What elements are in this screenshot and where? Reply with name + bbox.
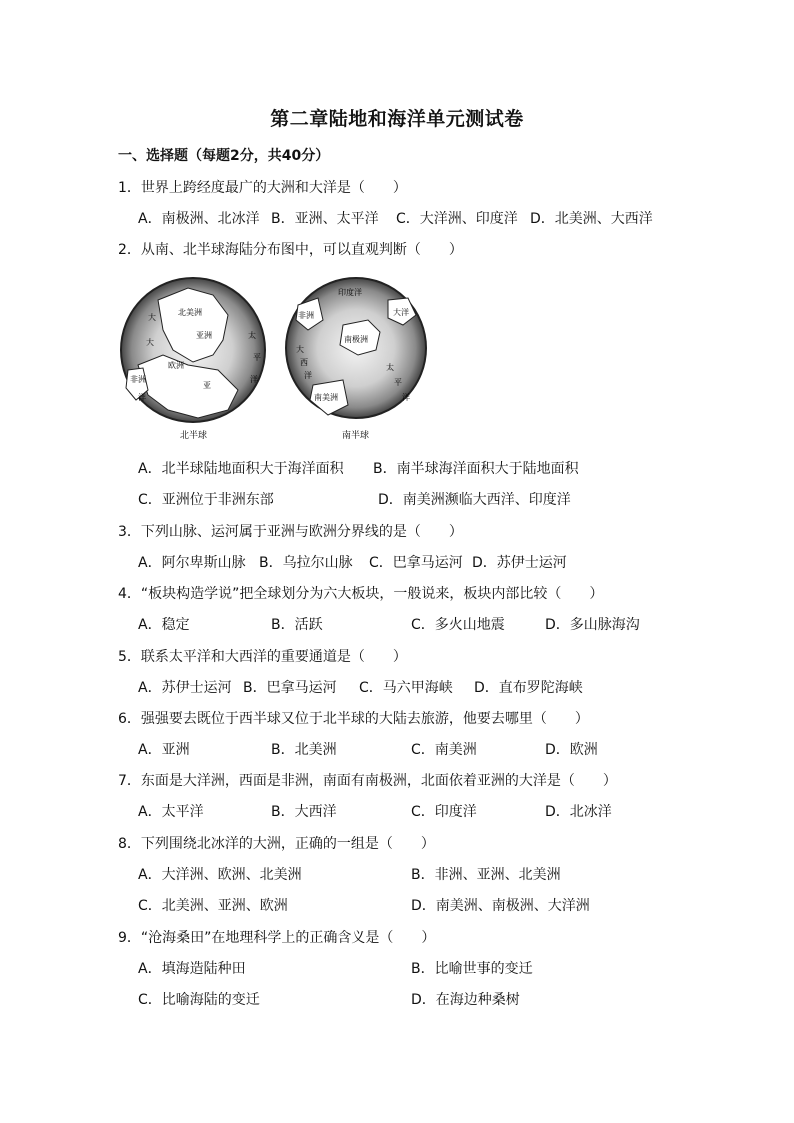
q6-option-b[interactable]: B．北美洲 bbox=[271, 742, 337, 758]
north-label-da: 大 bbox=[146, 338, 154, 347]
question-2: 2．从南、北半球海陆分布图中，可以直观判断（ ） bbox=[118, 242, 463, 258]
south-label-ping: 平 bbox=[394, 378, 402, 387]
q1-option-a[interactable]: A．南极洲、北冰洋 bbox=[138, 211, 260, 227]
q7-option-d[interactable]: D．北冰洋 bbox=[545, 804, 612, 820]
north-label-yang2: 洋 bbox=[250, 375, 258, 384]
south-hemisphere-globe bbox=[286, 278, 426, 441]
q9-option-b[interactable]: B．比喻世事的变迁 bbox=[411, 961, 533, 977]
q7-option-a[interactable]: A．太平洋 bbox=[138, 804, 204, 820]
question-7: 7．东面是大洋洲，西面是非洲，南面有南极洲，北面依着亚洲的大洋是（ ） bbox=[118, 773, 617, 789]
q1-option-b[interactable]: B．亚洲、太平洋 bbox=[271, 211, 379, 227]
q4-option-d[interactable]: D．多山脉海沟 bbox=[545, 617, 640, 633]
question-6: 6．强强要去既位于西半球又位于北半球的大陆去旅游，他要去哪里（ ） bbox=[118, 711, 589, 727]
q9-option-a[interactable]: A．填海造陆种田 bbox=[138, 961, 246, 977]
q2-option-a[interactable]: A．北半球陆地面积大于海洋面积 bbox=[138, 461, 344, 477]
north-label-atlantic: 大 bbox=[148, 313, 156, 322]
q8-option-d[interactable]: D．南美洲、南极洲、大洋洲 bbox=[411, 898, 590, 914]
q4-option-a[interactable]: A．稳定 bbox=[138, 617, 190, 633]
south-label-africa: 非洲 bbox=[298, 311, 314, 320]
north-label-ping: 平 bbox=[253, 353, 261, 362]
question-8: 8．下列围绕北冰洋的大洲，正确的一组是（ ） bbox=[118, 836, 435, 852]
south-label-oceania: 大洋 bbox=[393, 308, 409, 317]
north-label-europe: 欧洲 bbox=[168, 361, 184, 370]
page-title: 第二章陆地和海洋单元测试卷 bbox=[270, 108, 524, 130]
north-label-tai: 太 bbox=[248, 331, 256, 340]
q4-option-b[interactable]: B．活跃 bbox=[271, 617, 323, 633]
north-hemisphere-globe bbox=[121, 278, 265, 441]
q4-option-c[interactable]: C．多火山地震 bbox=[411, 617, 505, 633]
north-label-africa: 非洲 bbox=[130, 375, 146, 384]
hemisphere-map-figure bbox=[118, 270, 448, 445]
q5-option-b[interactable]: B．巴拿马运河 bbox=[243, 680, 337, 696]
south-label-indian-ocean: 印度洋 bbox=[338, 288, 362, 297]
section-heading: 一、选择题（每题2分，共40分） bbox=[118, 148, 330, 164]
south-label-south-america: 南美洲 bbox=[314, 393, 338, 402]
q3-option-a[interactable]: A．阿尔卑斯山脉 bbox=[138, 555, 246, 571]
north-label-north-america: 北美洲 bbox=[178, 308, 202, 317]
q7-option-b[interactable]: B．大西洋 bbox=[271, 804, 337, 820]
q3-option-b[interactable]: B．乌拉尔山脉 bbox=[259, 555, 353, 571]
south-label-tai: 太 bbox=[386, 363, 394, 372]
q2-option-d[interactable]: D．南美洲濒临大西洋、印度洋 bbox=[378, 492, 571, 508]
q9-option-d[interactable]: D．在海边种桑树 bbox=[411, 992, 520, 1008]
north-label-yang: 洋 bbox=[138, 393, 146, 402]
north-label-asia-top: 亚洲 bbox=[196, 331, 212, 340]
q6-option-d[interactable]: D．欧洲 bbox=[545, 742, 598, 758]
q5-option-d[interactable]: D．直布罗陀海峡 bbox=[474, 680, 583, 696]
q3-option-d[interactable]: D．苏伊士运河 bbox=[472, 555, 567, 571]
south-label-da: 大 bbox=[296, 345, 304, 354]
question-1: 1．世界上跨经度最广的大洲和大洋是（ ） bbox=[118, 180, 407, 196]
q8-option-c[interactable]: C．北美洲、亚洲、欧洲 bbox=[138, 898, 288, 914]
q8-option-b[interactable]: B．非洲、亚洲、北美洲 bbox=[411, 867, 561, 883]
q3-option-c[interactable]: C．巴拿马运河 bbox=[369, 555, 463, 571]
q1-option-c[interactable]: C．大洋洲、印度洋 bbox=[396, 211, 518, 227]
south-label-yang: 洋 bbox=[304, 371, 312, 380]
q2-option-b[interactable]: B．南半球海洋面积大于陆地面积 bbox=[373, 461, 579, 477]
q9-option-c[interactable]: C．比喻海陆的变迁 bbox=[138, 992, 260, 1008]
q7-option-c[interactable]: C．印度洋 bbox=[411, 804, 477, 820]
q8-option-a[interactable]: A．大洋洲、欧洲、北美洲 bbox=[138, 867, 302, 883]
south-label-antarctica: 南极洲 bbox=[344, 335, 368, 344]
north-hemisphere-caption: 北半球 bbox=[180, 431, 208, 441]
south-label-yang2: 洋 bbox=[402, 393, 410, 402]
question-5: 5．联系太平洋和大西洋的重要通道是（ ） bbox=[118, 649, 407, 665]
q6-option-a[interactable]: A．亚洲 bbox=[138, 742, 190, 758]
question-9: 9．“沧海桑田”在地理科学上的正确含义是（ ） bbox=[118, 930, 436, 946]
q5-option-a[interactable]: A．苏伊士运河 bbox=[138, 680, 232, 696]
south-hemisphere-caption: 南半球 bbox=[342, 431, 370, 441]
q2-option-c[interactable]: C．亚洲位于非洲东部 bbox=[138, 492, 274, 508]
question-3: 3．下列山脉、运河属于亚洲与欧洲分界线的是（ ） bbox=[118, 524, 463, 540]
question-4: 4．“板块构造学说”把全球划分为六大板块，一般说来，板块内部比较（ ） bbox=[118, 586, 604, 602]
q6-option-c[interactable]: C．南美洲 bbox=[411, 742, 477, 758]
north-label-asia: 亚 bbox=[203, 381, 211, 390]
q5-option-c[interactable]: C．马六甲海峡 bbox=[359, 680, 453, 696]
q1-option-d[interactable]: D．北美洲、大西洋 bbox=[530, 211, 653, 227]
south-label-xi: 西 bbox=[300, 358, 308, 367]
